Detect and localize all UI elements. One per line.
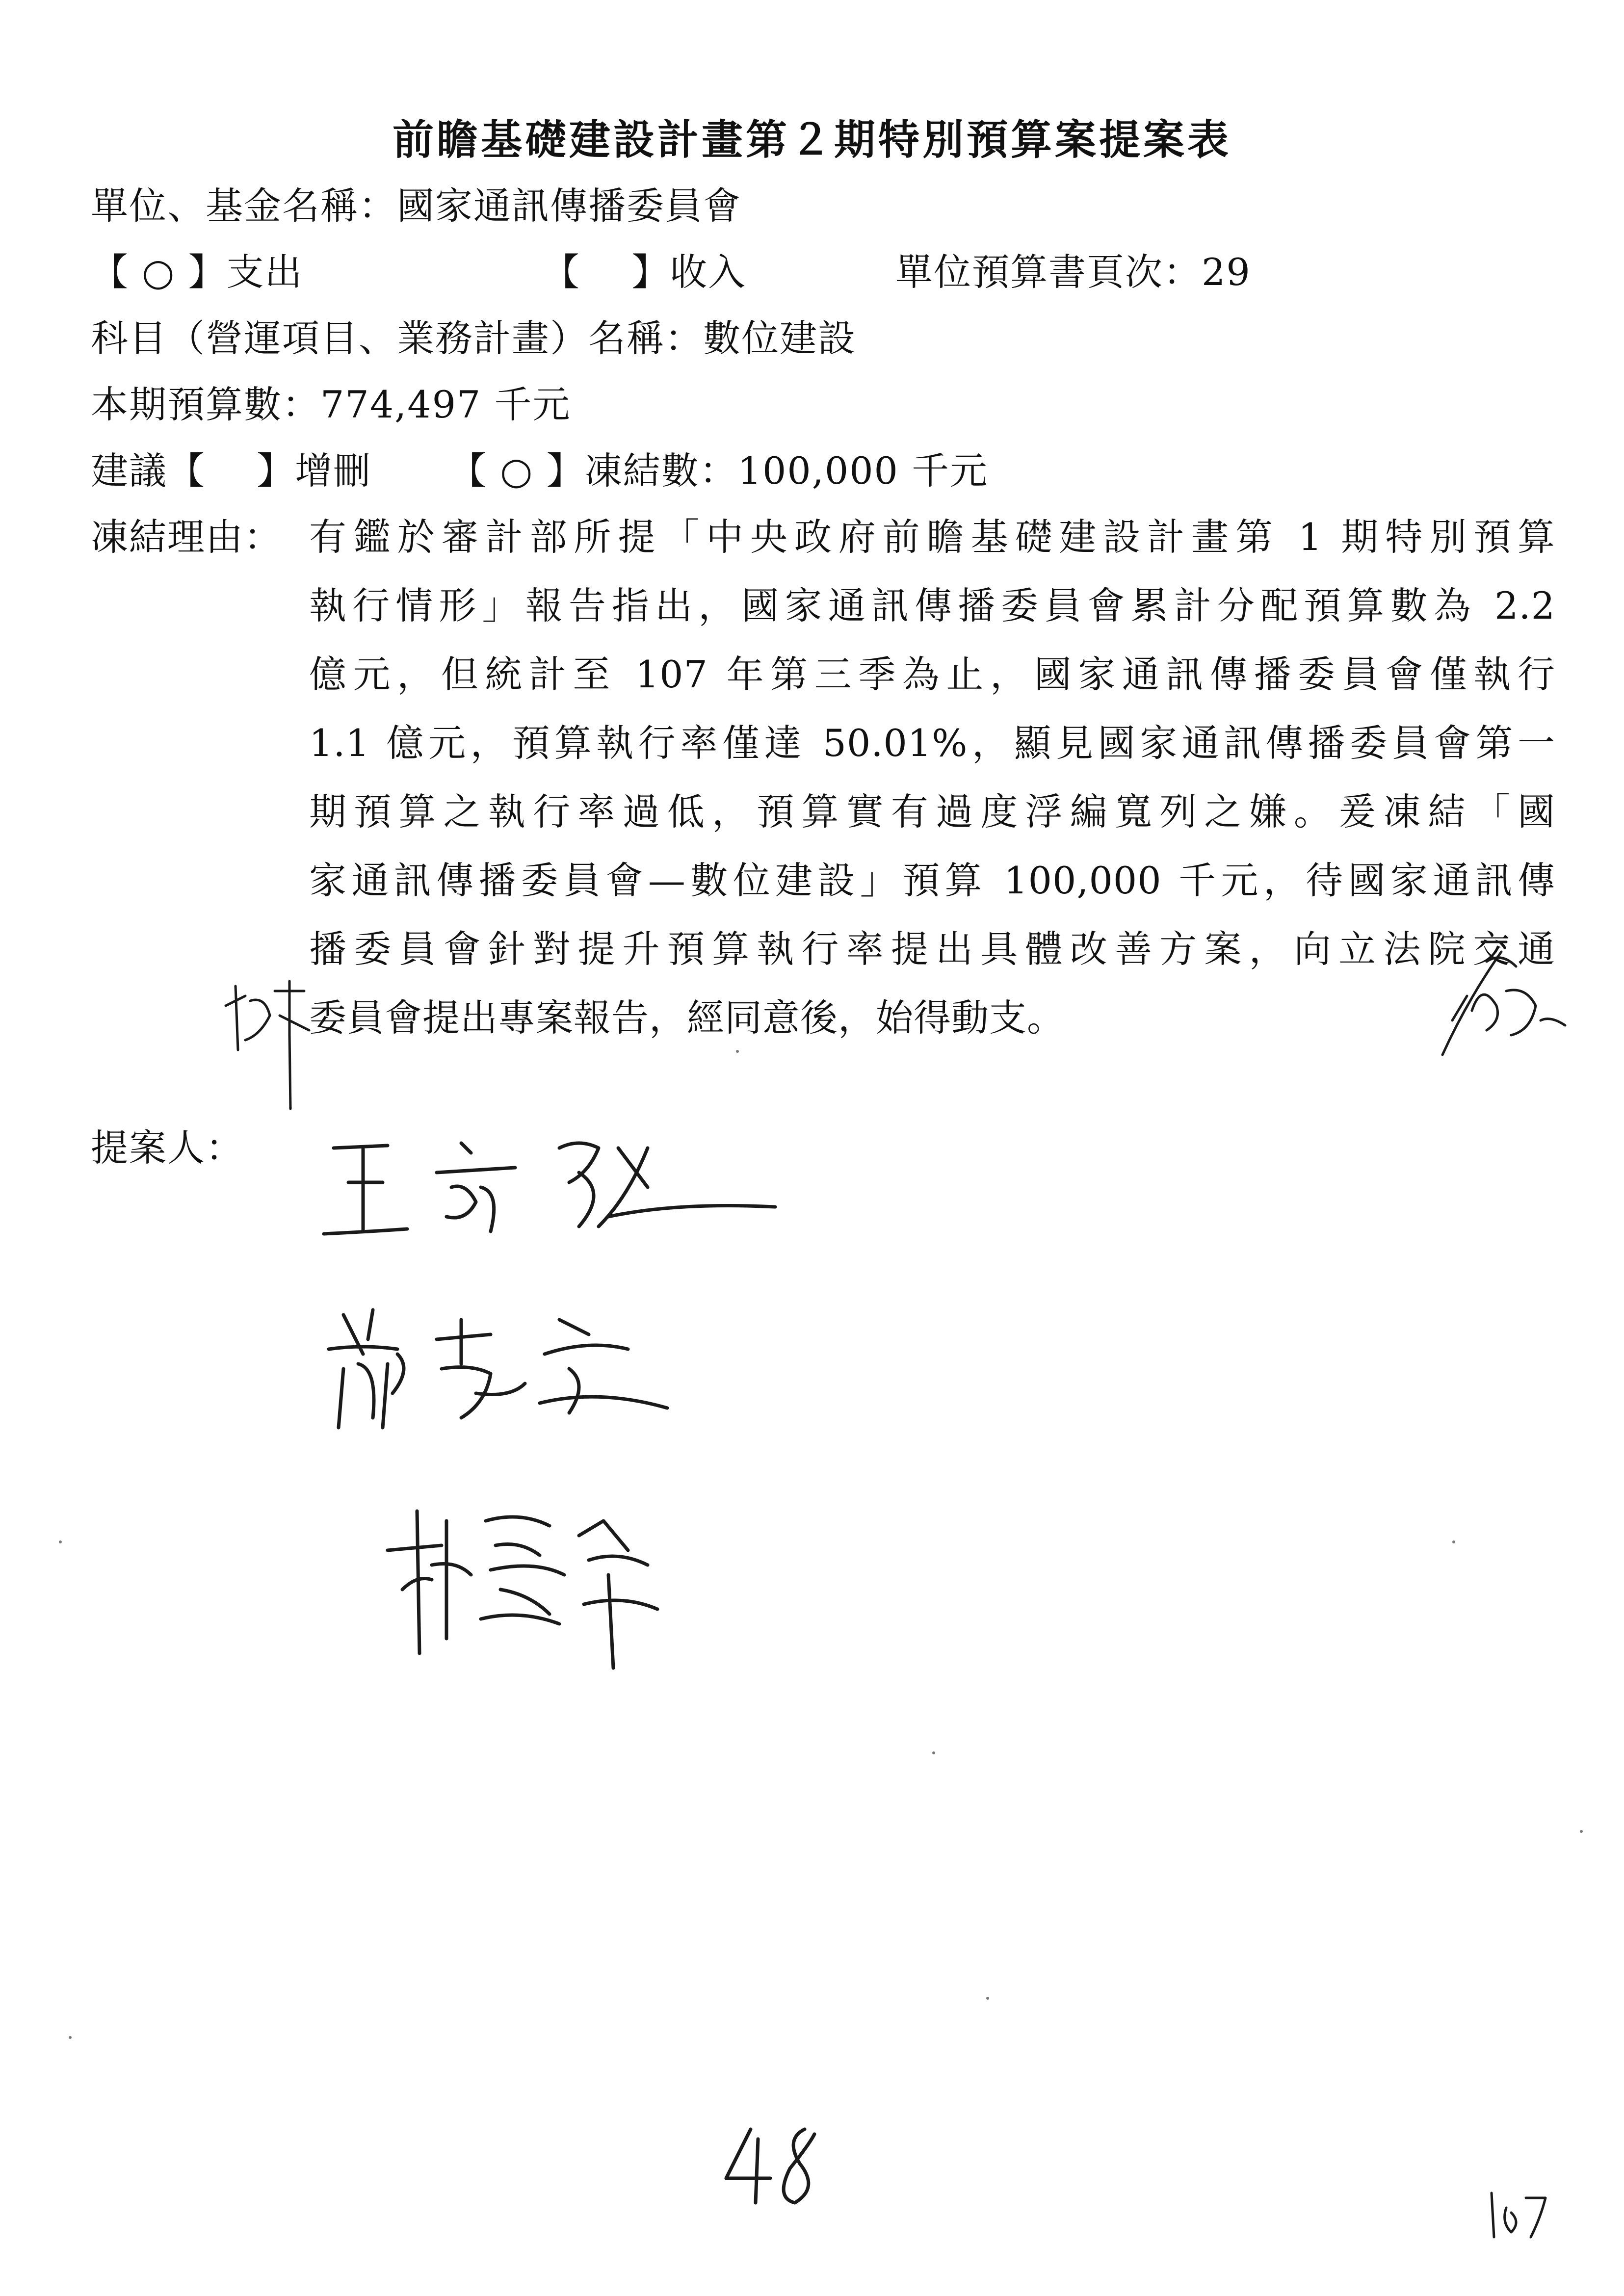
scan-speck <box>736 1050 739 1053</box>
unit-row <box>91 182 741 231</box>
proposal-row <box>91 446 1538 496</box>
signature-2 <box>314 1295 697 1433</box>
scan-speck <box>1580 1830 1583 1833</box>
scan-speck <box>59 1540 62 1543</box>
budget-value: 774,497 千元 <box>320 383 571 426</box>
reason-line: 委員會提出專案報告，經同意後，始得動支。 <box>309 996 1065 1040</box>
reason-line: 1.1 億元，預算執行率僅達 50.01%，顯見國家通訊傳播委員會第一 <box>309 721 1555 765</box>
unit-label: 單位、基金名稱： <box>91 184 397 228</box>
subject-label: 科目（營運項目、業務計畫）名稱： <box>91 316 703 360</box>
reason-line: 播委員會針對提升預算執行率提出具體改善方案，向立法院交通 <box>309 927 1555 971</box>
subject-row <box>91 314 856 363</box>
budget-row <box>91 380 571 429</box>
budget-label: 本期預算數： <box>91 383 320 426</box>
handwritten-page-number <box>716 2119 839 2218</box>
income-option: 【 】收入 <box>542 250 747 294</box>
signature-3 <box>373 1491 726 1678</box>
handwritten-annotation-right <box>1423 922 1570 1070</box>
proposal-amend-option: 建議【 】增刪 <box>91 449 372 493</box>
proposal-freeze-option: 【 ○ 】凍結數：100,000 千元 <box>449 449 989 493</box>
reason-line: 期預算之執行率過低，預算實有過度浮編寬列之嫌。爰凍結「國 <box>309 790 1555 834</box>
reason-line: 家通訊傳播委員會—數位建設」預算 100,000 千元，待國家通訊傳 <box>309 859 1555 902</box>
page-reference: 單位預算書頁次：29 <box>895 250 1251 294</box>
reason-line: 億元，但統計至 107 年第三季為止，國家通訊傳播委員會僅執行 <box>309 652 1555 696</box>
scan-speck <box>1452 1540 1455 1543</box>
signature-1 <box>304 1119 795 1246</box>
handwritten-annotation-left <box>216 966 329 1114</box>
document-title: 前瞻基礎建設計畫第２期特別預算案提案表 <box>392 115 1231 164</box>
reason-line: 執行情形」報告指出，國家通訊傳播委員會累計分配預算數為 2.2 <box>309 584 1555 627</box>
scan-speck <box>932 1751 935 1754</box>
scan-speck <box>986 1997 989 2000</box>
subject-value: 數位建設 <box>703 316 856 360</box>
reason-line: 有鑑於審計部所提「中央政府前瞻基礎建設計畫第 1 期特別預算 <box>309 515 1555 559</box>
expense-option: 【 ○ 】支出 <box>91 250 303 294</box>
scan-speck <box>69 2036 72 2039</box>
proposers-label: 提案人： <box>91 1126 244 1170</box>
type-row <box>91 248 1538 297</box>
handwritten-corner-number <box>1482 2178 1560 2247</box>
unit-value: 國家通訊傳播委員會 <box>397 184 741 228</box>
reason-label: 凍結理由： <box>91 515 282 559</box>
reason-text <box>309 503 1555 1052</box>
